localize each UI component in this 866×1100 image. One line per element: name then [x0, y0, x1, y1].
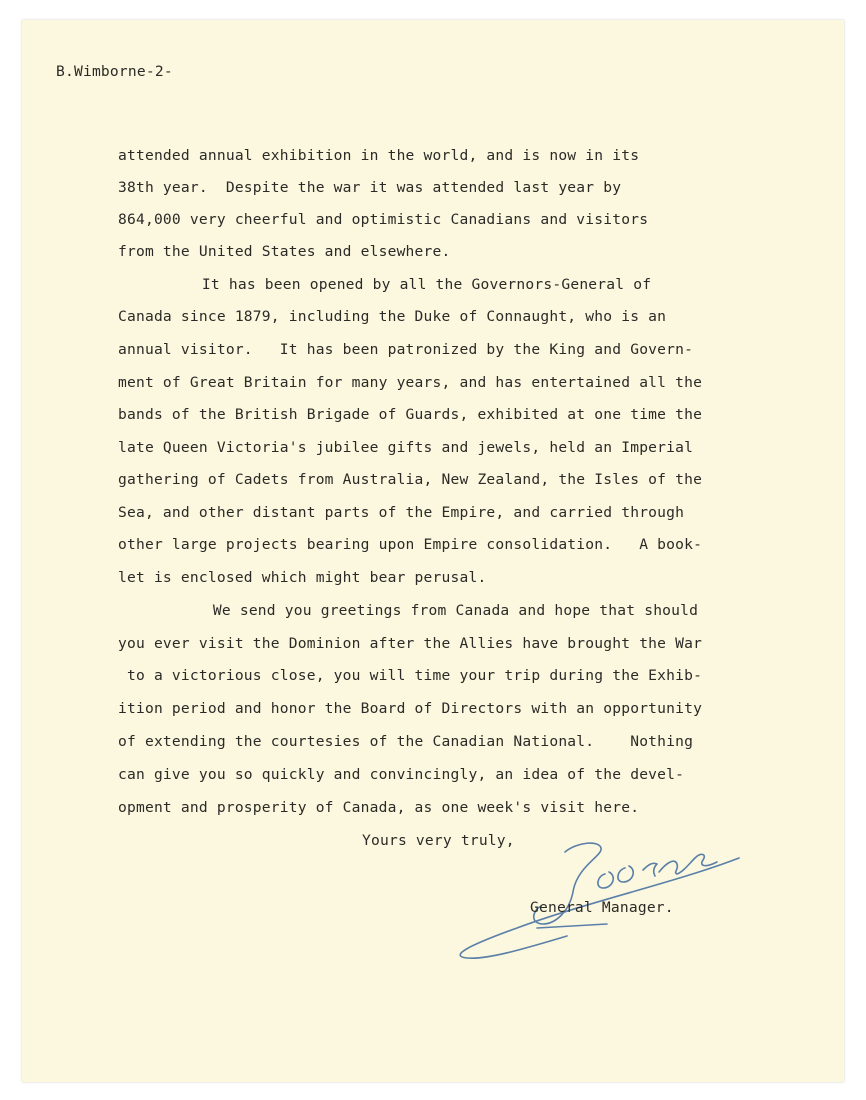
body-line: attended annual exhibition in the world, and is now in its: [118, 147, 640, 164]
body-line: Canada since 1879, including the Duke of Connaught, who is an: [118, 308, 667, 325]
body-line: let is enclosed which might bear perusal.: [118, 569, 487, 586]
body-line: We send you greetings from Canada and hope that should: [132, 602, 699, 619]
body-line: It has been opened by all the Governors-General of: [139, 276, 652, 293]
body-line: can give you so quickly and convincingly, an idea of the devel-: [118, 766, 685, 783]
closing-title: General Manager.: [530, 899, 674, 916]
body-line: of extending the courtesies of the Canadian National. Nothing: [118, 733, 694, 750]
body-line: other large projects bearing upon Empire consolidation. A book-: [118, 536, 703, 553]
letter-page: [22, 20, 844, 1082]
body-line: annual visitor. It has been patronized by the King and Govern-: [118, 341, 694, 358]
body-line: 38th year. Despite the war it was attended last year by: [118, 179, 622, 196]
body-line: 864,000 very cheerful and optimistic Canadians and visitors: [118, 211, 649, 228]
page-reference: B.Wimborne-2-: [56, 63, 173, 80]
body-line: late Queen Victoria's jubilee gifts and jewels, held an Imperial: [118, 439, 694, 456]
body-line: opment and prosperity of Canada, as one week's visit here.: [118, 799, 640, 816]
body-line: gathering of Cadets from Australia, New Zealand, the Isles of the: [118, 471, 703, 488]
body-line: ment of Great Britain for many years, and has entertained all the: [118, 374, 703, 391]
body-line: bands of the British Brigade of Guards, exhibited at one time the: [118, 406, 703, 423]
body-line: to a victorious close, you will time your trip during the Exhib-: [118, 667, 703, 684]
body-line: Sea, and other distant parts of the Empire, and carried through: [118, 504, 685, 521]
body-line: you ever visit the Dominion after the Allies have brought the War: [118, 635, 703, 652]
handwritten-signature-icon: [427, 832, 772, 962]
body-line: from the United States and elsewhere.: [118, 243, 451, 260]
closing-salutation: Yours very truly,: [362, 832, 515, 849]
body-line: ition period and honor the Board of Directors with an opportunity: [118, 700, 703, 717]
